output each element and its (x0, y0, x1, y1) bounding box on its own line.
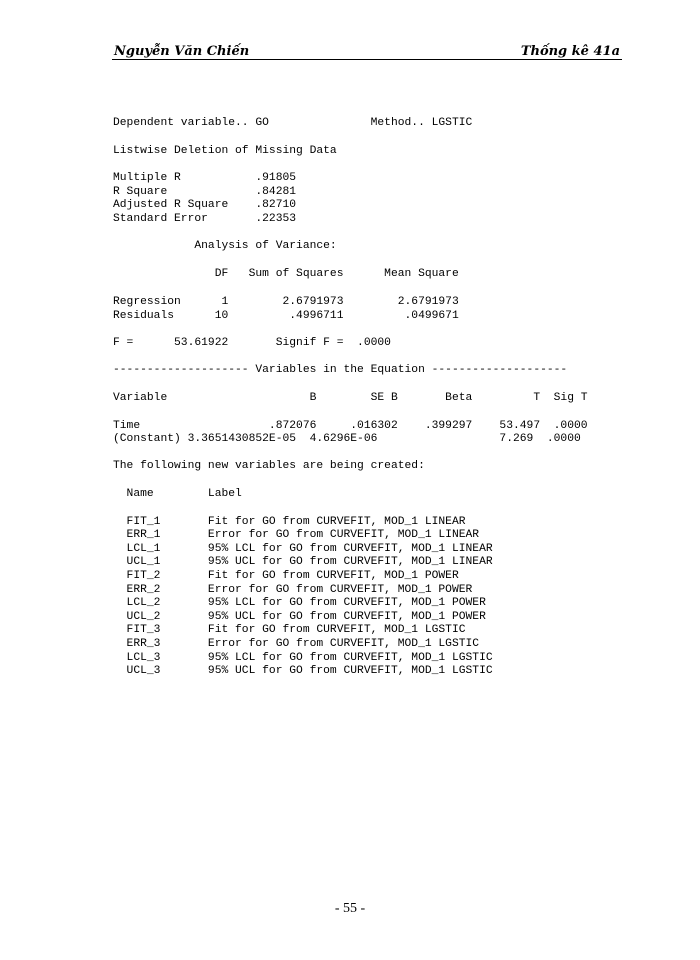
page-header (112, 44, 622, 60)
list-item: FIT_2 Fit for GO from CURVEFIT, MOD_1 POWER (113, 570, 459, 582)
page-number: - 55 - (334, 901, 366, 916)
r-square-line: R Square .84281 (113, 186, 297, 198)
list-item: LCL_3 95% LCL for GO from CURVEFIT, MOD_1 LGSTIC (113, 652, 493, 664)
list-item: ERR_1 Error for GO from CURVEFIT, MOD_1 LINEAR (113, 529, 480, 541)
listwise-deletion-line: Listwise Deletion of Missing Data (113, 145, 337, 157)
coefficient-row-constant: (Constant) 3.3651430852E-05 4.6296E-06 7.269 .0000 (113, 433, 581, 445)
f-statistic-line: F = 53.61922 Signif F = .0000 (113, 337, 391, 349)
adjusted-r-square-line: Adjusted R Square .82710 (113, 199, 297, 211)
list-item: FIT_3 Fit for GO from CURVEFIT, MOD_1 LGSTIC (113, 624, 466, 636)
multiple-r-line: Multiple R .91805 (113, 172, 297, 184)
anova-header: DF Sum of Squares Mean Square (113, 268, 459, 280)
list-item: UCL_1 95% UCL for GO from CURVEFIT, MOD_1 LINEAR (113, 556, 493, 568)
list-item: ERR_3 Error for GO from CURVEFIT, MOD_1 LGSTIC (113, 638, 480, 650)
list-item: LCL_2 95% LCL for GO from CURVEFIT, MOD_1 POWER (113, 597, 486, 609)
dependent-variable-line: Dependent variable.. GO Method.. LGSTIC (113, 117, 473, 129)
list-item: UCL_3 95% UCL for GO from CURVEFIT, MOD_1 LGSTIC (113, 665, 493, 677)
list-item: FIT_1 Fit for GO from CURVEFIT, MOD_1 LINEAR (113, 516, 466, 528)
list-item: UCL_2 95% UCL for GO from CURVEFIT, MOD_1 POWER (113, 611, 486, 623)
list-item: LCL_1 95% LCL for GO from CURVEFIT, MOD_1 LINEAR (113, 543, 493, 555)
list-item: ERR_2 Error for GO from CURVEFIT, MOD_1 POWER (113, 584, 473, 596)
regression-row: Regression 1 2.6791973 2.6791973 (113, 296, 459, 308)
coefficient-row-time: Time .872076 .016302 .399297 53.497 .0000 (113, 420, 588, 432)
residuals-row: Residuals 10 .4996711 .0499671 (113, 310, 459, 322)
anova-title: Analysis of Variance: (113, 240, 337, 252)
standard-error-line: Standard Error .22353 (113, 213, 297, 225)
new-variables-header: Name Label (113, 488, 242, 500)
variables-in-equation-divider: -------------------- Variables in the Equation -------------------- (113, 364, 568, 376)
header-course: Thống kê 41a (520, 44, 620, 59)
new-variables-intro: The following new variables are being created: (113, 460, 425, 472)
coefficients-header: Variable B SE B Beta T Sig T (113, 392, 588, 404)
header-author: Nguyễn Văn Chiến (114, 44, 250, 59)
